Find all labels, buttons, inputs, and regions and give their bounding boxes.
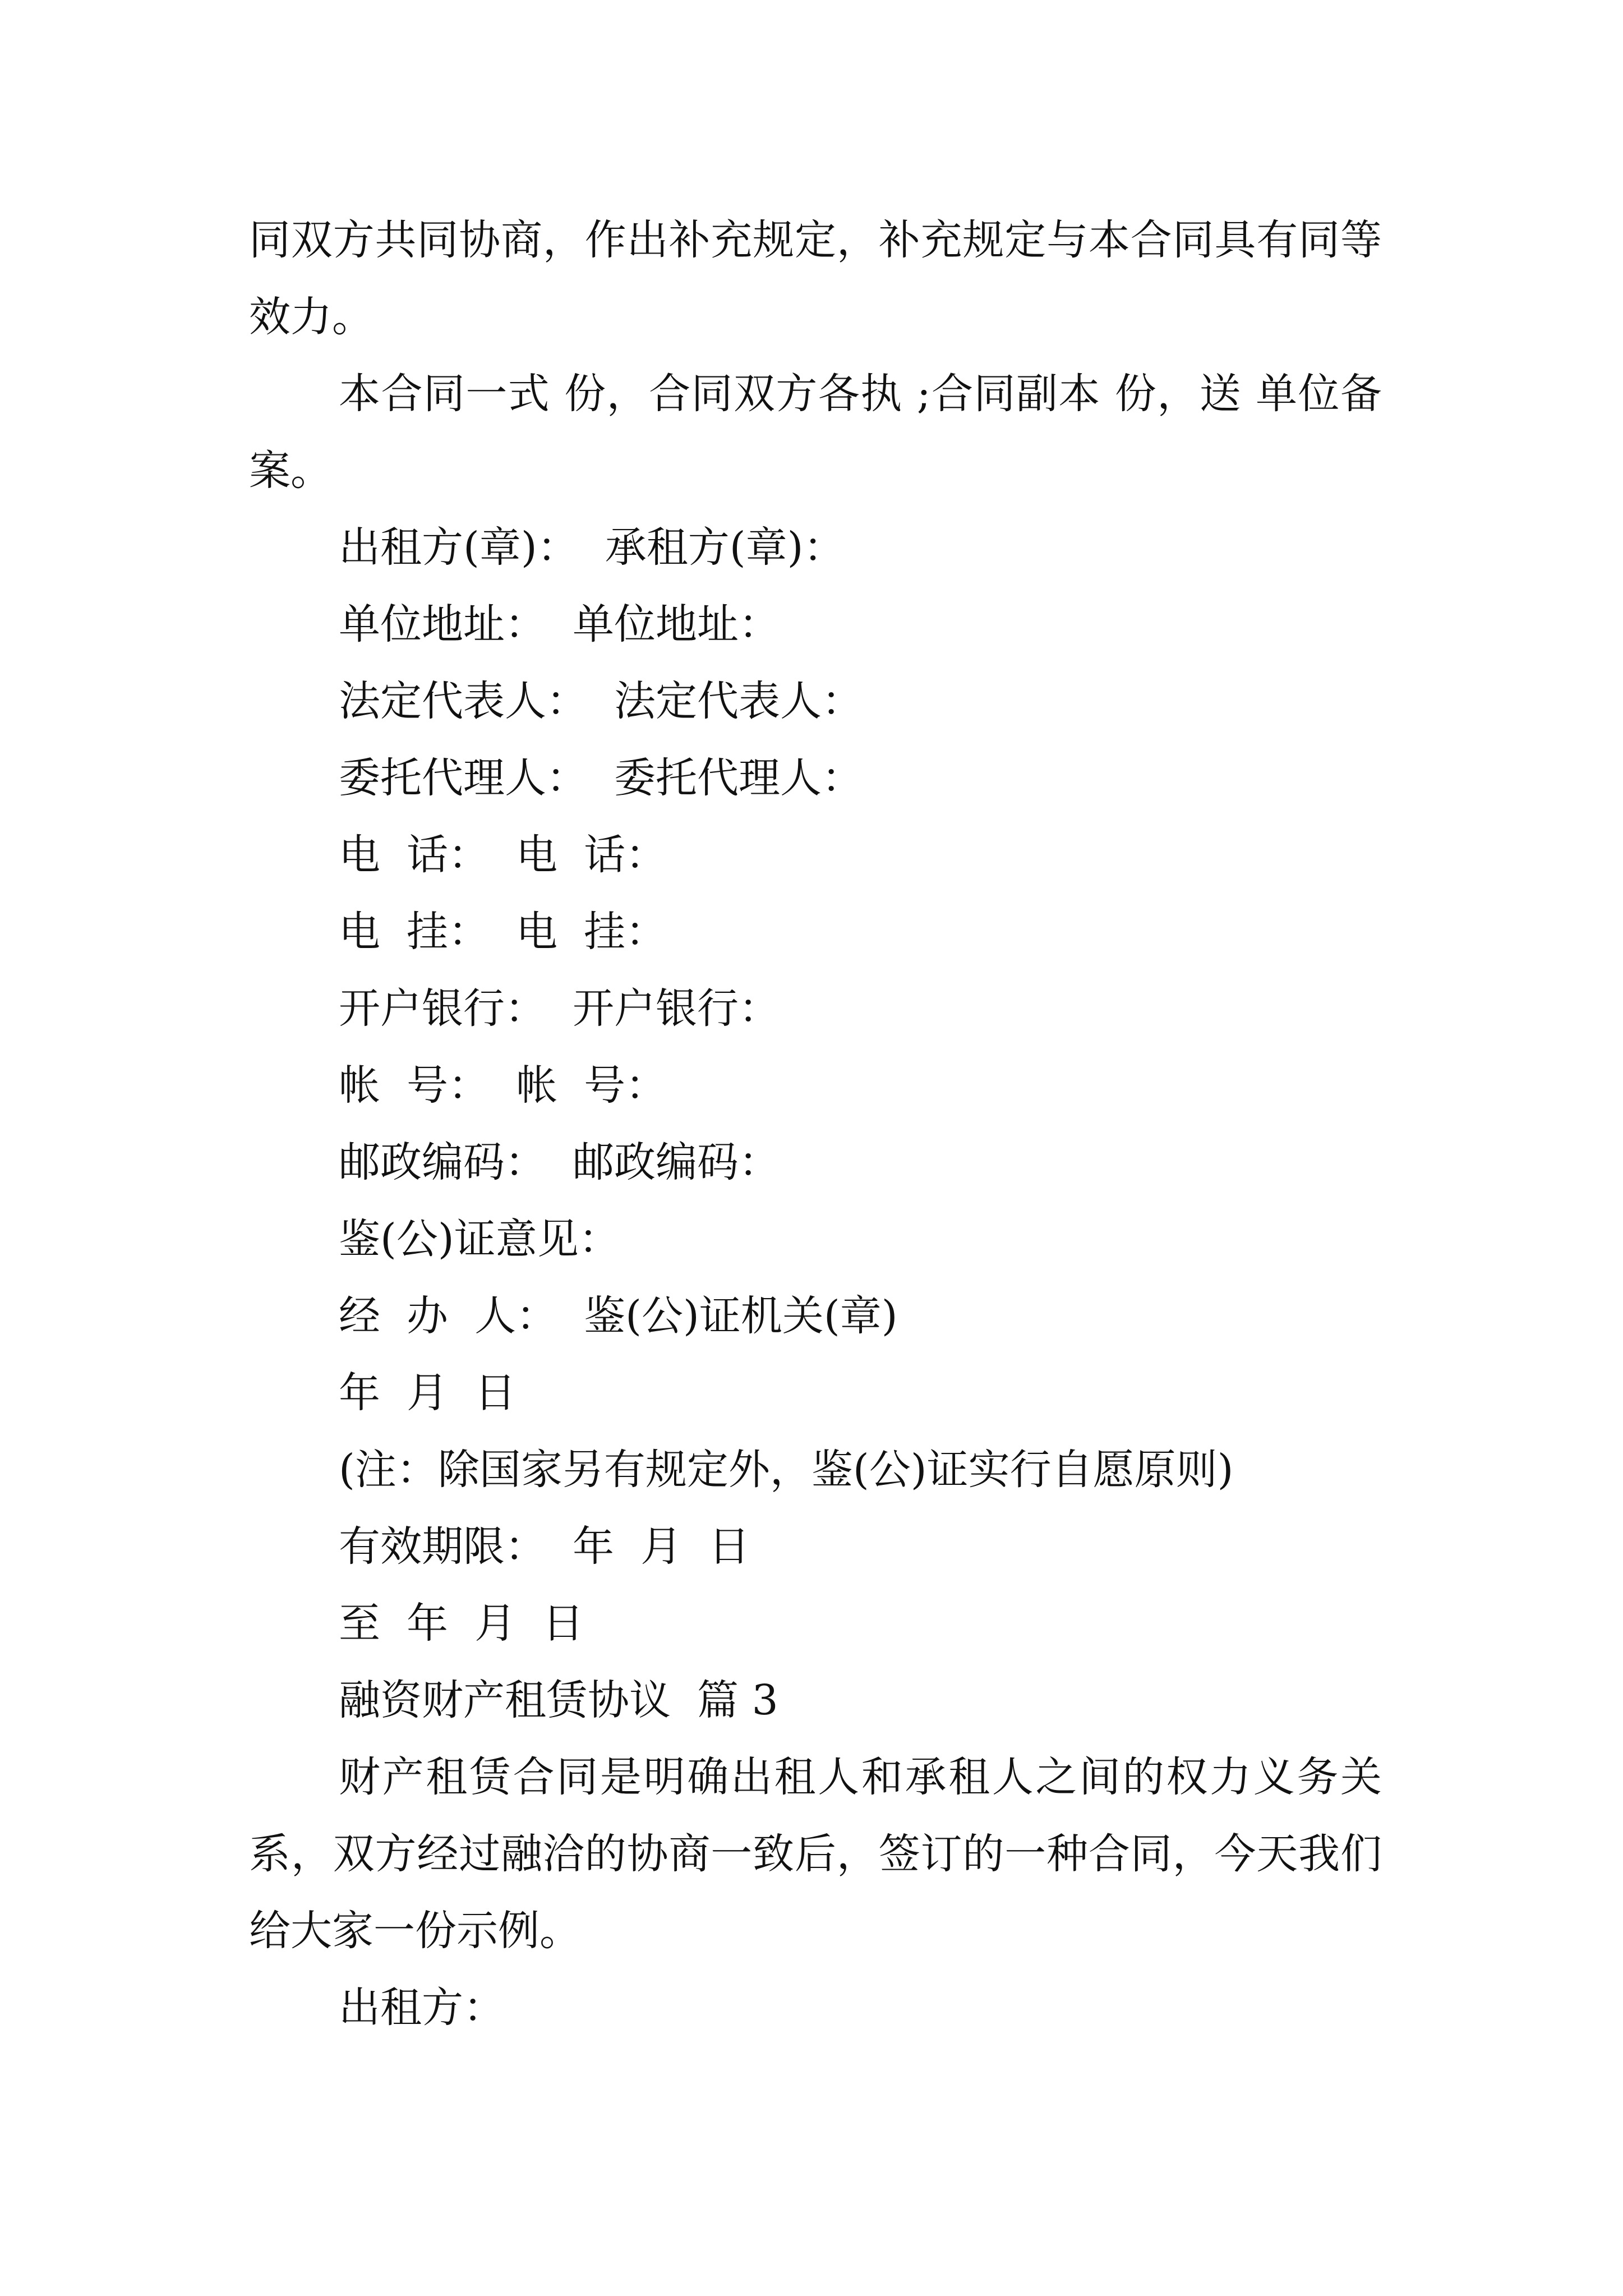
field-telegram: 电 挂： 电 挂： xyxy=(339,908,667,956)
document-body xyxy=(249,202,1382,2046)
field-authorized-agent: 委托代理人： 委托代理人： xyxy=(339,754,864,802)
field-legal-representative: 法定代表人： 法定代表人： xyxy=(339,677,864,725)
paragraph-copies: 本合同一式 份，合同双方各执 ;合同副本 份，送 单位备案。 xyxy=(249,370,1382,495)
field-validity-period: 有效期限： 年 月 日 xyxy=(339,1522,750,1571)
field-postal-code: 邮政编码： 邮政编码： xyxy=(339,1138,781,1186)
paragraph-note: (注：除国家另有规定外，鉴(公)证实行自愿原则) xyxy=(339,1446,1234,1494)
field-phone: 电 话： 电 话： xyxy=(339,831,667,879)
field-lessor: 出租方： xyxy=(339,1984,505,2032)
field-bank: 开户银行： 开户银行： xyxy=(339,984,781,1033)
field-unit-address: 单位地址： 单位地址： xyxy=(339,600,781,648)
paragraph-introduction: 财产租赁合同是明确出租人和承租人之间的权力义务关系，双方经过融洽的协商一致后，签订的一种合同，今天我们给大家一份示例。 xyxy=(249,1753,1382,1955)
field-account-number: 帐 号： 帐 号： xyxy=(339,1061,667,1110)
section-heading: 融资财产租赁协议 篇 3 xyxy=(339,1676,778,1724)
field-notary-opinion: 鉴(公)证意见： xyxy=(339,1215,620,1263)
field-validity-end: 至 年 月 日 xyxy=(339,1599,584,1648)
field-date: 年 月 日 xyxy=(339,1369,517,1417)
paragraph-supplementary-terms: 同双方共同协商，作出补充规定，补充规定与本合同具有同等效力。 xyxy=(249,216,1382,341)
field-lessor-seal: 出租方(章)： 承租方(章)： xyxy=(339,523,845,572)
field-handler-notary-seal: 经 办 人： 鉴(公)证机关(章) xyxy=(339,1292,898,1340)
